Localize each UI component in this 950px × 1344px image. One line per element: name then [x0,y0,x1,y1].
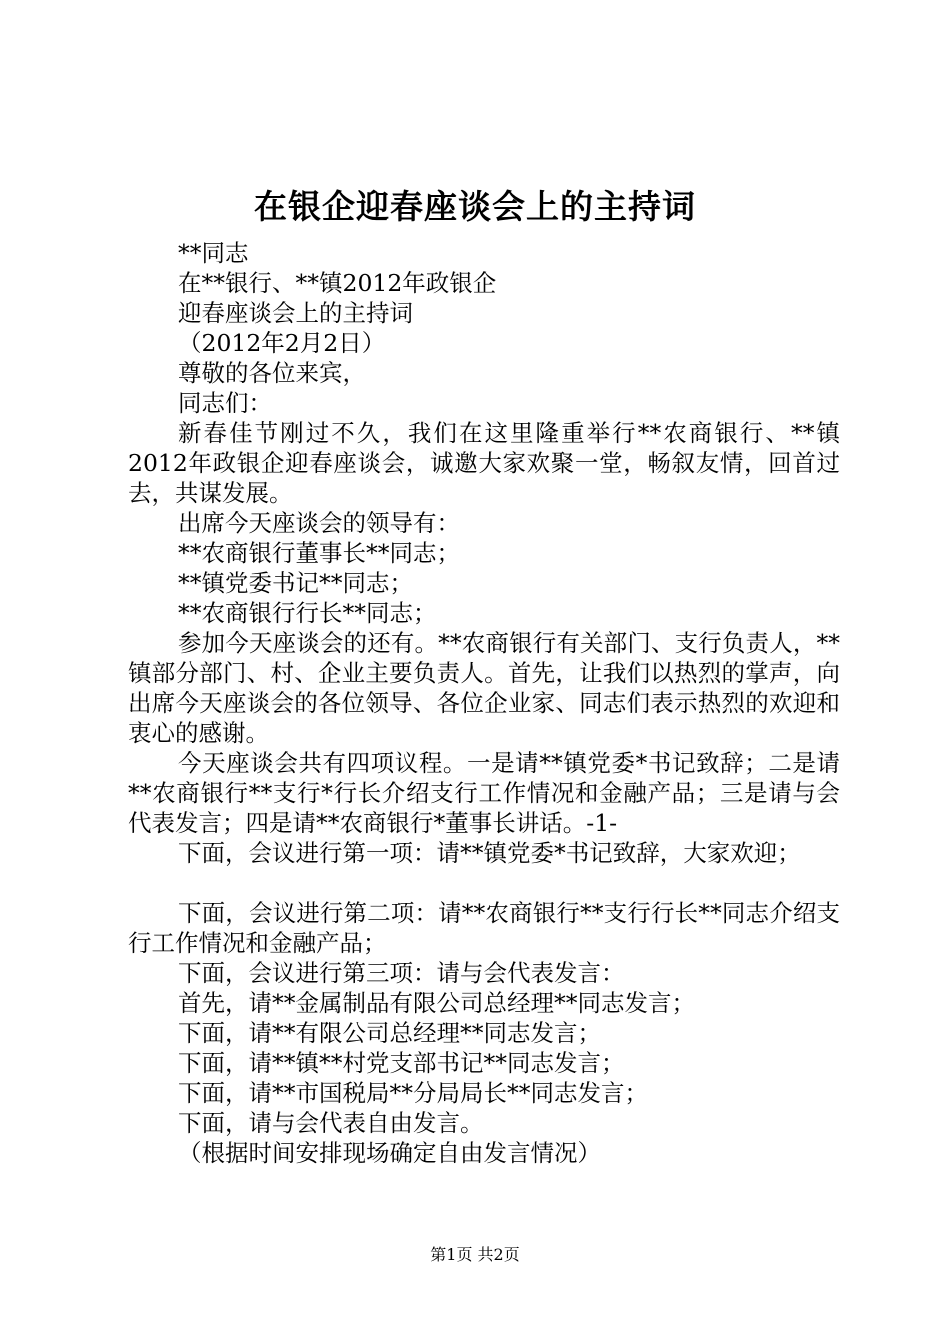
paragraph-addressee: **同志 [178,239,249,267]
paragraph-date: （2012年2月2日） [178,329,386,357]
paragraph-blank [128,868,840,898]
paragraph-subtitle-line-1: 在**银行、**镇2012年政银企 [178,269,497,297]
paragraph-leader-2: **镇党委书记**同志； [178,569,413,597]
paragraph-opening: 新春佳节刚过不久，我们在这里隆重举行**农商银行、**镇2012年政银企迎春座谈会，诚邀大家欢聚一堂，畅叙友情，回首过去，共谋发展。 [128,419,840,507]
paragraph-speaker-3: 下面，请**镇**村党支部书记**同志发言； [178,1049,625,1077]
paragraph-greeting-guests: 尊敬的各位来宾， [178,359,366,387]
paragraph-speaker-2: 下面，请**有限公司总经理**同志发言； [178,1019,601,1047]
paragraph-greeting-comrades: 同志们： [178,389,272,417]
paragraph-speaker-4: 下面，请**市国税局**分局局长**同志发言； [178,1079,648,1107]
page-footer: 第1页 共2页 [430,1245,520,1264]
paragraph-item-3: 下面，会议进行第三项：请与会代表发言： [178,959,625,987]
paragraph-free-speech: 下面，请与会代表自由发言。 [178,1109,484,1137]
paragraph-note: （根据时间安排现场确定自由发言情况） [178,1139,601,1167]
paragraph-attendees: 参加今天座谈会的还有。**农商银行有关部门、支行负责人，**镇部分部门、村、企业主要负责人。首先，让我们以热烈的掌声，向出席今天座谈会的各位领导、各位企业家、同志们表示热烈的欢迎和衷心的感谢。 [128,629,840,747]
paragraph-speaker-1: 首先，请**金属制品有限公司总经理**同志发言； [178,989,695,1017]
document-title: 在银企迎春座谈会上的主持词 [254,187,696,226]
paragraph-leader-3: **农商银行行长**同志； [178,599,437,627]
paragraph-subtitle-line-2: 迎春座谈会上的主持词 [178,299,413,327]
paragraph-item-2: 下面，会议进行第二项：请**农商银行**支行行长**同志介绍支行工作情况和金融产品； [128,899,840,957]
document-body [128,238,840,1168]
paragraph-agenda: 今天座谈会共有四项议程。一是请**镇党委*书记致辞；二是请**农商银行**支行*行长介绍支行工作情况和金融产品；三是请与会代表发言；四是请**农商银行*董事长讲话。-1- [128,749,840,837]
paragraph-leader-1: **农商银行董事长**同志； [178,539,460,567]
paragraph-leaders-intro: 出席今天座谈会的领导有： [178,509,460,537]
paragraph-item-1: 下面，会议进行第一项：请**镇党委*书记致辞，大家欢迎； [178,839,801,867]
